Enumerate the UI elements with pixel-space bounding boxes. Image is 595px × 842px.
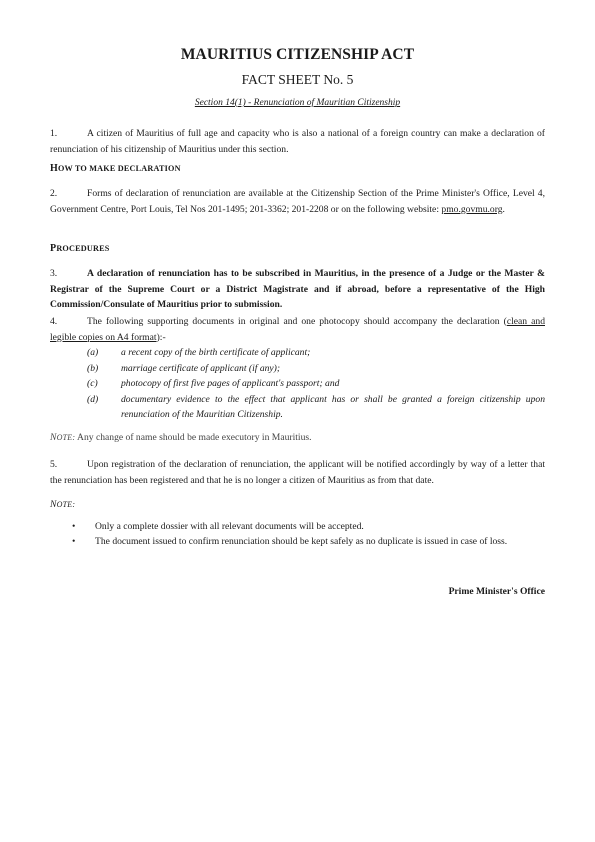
document-title: MAURITIUS CITIZENSHIP ACT	[180, 46, 415, 63]
heading-rest: OW TO MAKE DECLARATION	[57, 164, 181, 173]
heading-initial: P	[50, 243, 57, 254]
heading-rest: ROCEDURES	[56, 244, 110, 253]
paragraph-text: A citizen of Mauritius of full age and capacity who is also a national of a foreign country can make a declaration of renunciation of his citizenship of Mauritius under this section.	[50, 128, 545, 155]
bullet-text: The document issued to confirm renunciation should be kept safely as no duplicate is issued in case of loss.	[95, 535, 508, 547]
paragraph-number: 5.	[50, 459, 58, 470]
list-label: (b)	[87, 362, 99, 374]
note-label-rest: OTE:	[56, 500, 76, 509]
list-label: (c)	[87, 378, 98, 389]
fact-sheet-number: FACT SHEET No. 5	[241, 72, 354, 87]
paragraph-number: 1.	[50, 128, 58, 139]
list-item	[87, 345, 545, 361]
paragraph-2	[50, 186, 545, 217]
section-reference: Section 14(1) - Renunciation of Mauritian Citizenship	[194, 98, 401, 108]
paragraph-end: ):-	[156, 331, 166, 343]
note-text: Any change of name should be made executory in Mauritius.	[75, 432, 312, 443]
format-note: clean and legible copies on A4 format	[50, 316, 545, 343]
paragraph-text: Forms of declaration of renunciation are available at the Citizenship Section of the Prime Minister's Office, Level 4, Government Centre, Port Louis, Tel Nos 201-1495; 201-3362; 201-2208 or on the following website:	[50, 188, 545, 215]
paragraph-number: 4.	[50, 316, 58, 327]
bullet-item	[72, 535, 545, 550]
note-label-initial: N	[50, 499, 57, 510]
list-text: documentary evidence to the effect that applicant has or shall be granted a foreign citizenship upon renunciation of the Mauritian Citizenship.	[121, 393, 545, 420]
paragraph-number: 3.	[50, 268, 58, 279]
paragraph-end: .	[502, 203, 505, 215]
list-item	[87, 392, 545, 423]
heading-initial: H	[50, 163, 58, 174]
bullet-icon: •	[72, 521, 76, 532]
bullet-text: Only a complete dossier with all relevant documents will be accepted.	[95, 521, 364, 532]
paragraph-text: A declaration of renunciation has to be subscribed in Mauritius, in the presence of a Judge or the Master & Registrar of the Supreme Court or a District Magistrate and if abroad, before a representative of the High Commission/Consulate of Mauritius prior to submission.	[50, 268, 545, 310]
note-name-change	[50, 432, 312, 443]
list-text: a recent copy of the birth certificate of applicant;	[121, 347, 311, 358]
paragraph-3	[50, 266, 545, 313]
list-text: marriage certificate of applicant (if any);	[121, 362, 281, 374]
heading-procedures	[50, 243, 110, 254]
note-label-rest: OTE:	[56, 433, 76, 442]
paragraph-number: 2.	[50, 188, 58, 199]
note-label-initial: N	[50, 432, 57, 443]
paragraph-text: The following supporting documents in original and one photocopy should accompany the declaration (	[87, 316, 507, 327]
list-label: (d)	[87, 393, 99, 405]
website-link[interactable]: pmo.govmu.org	[441, 203, 503, 215]
note-label	[50, 433, 75, 442]
note-label	[50, 500, 75, 509]
paragraph-5	[50, 457, 545, 488]
paragraph-1	[50, 126, 545, 157]
list-item	[87, 376, 545, 392]
documents-list	[87, 345, 545, 423]
heading-how-to-make-declaration	[50, 163, 181, 174]
list-item	[87, 361, 545, 377]
signature-office: Prime Minister's Office	[448, 586, 545, 597]
paragraph-4	[50, 314, 545, 345]
note-heading	[50, 499, 75, 510]
paragraph-text: Upon registration of the declaration of renunciation, the applicant will be notified accordingly by way of a letter that the renunciation has been registered and that he is no longer a citizen of Mauritius as from that date.	[50, 459, 545, 486]
bullet-item	[72, 520, 545, 535]
list-text: photocopy of first five pages of applicant's passport; and	[121, 378, 340, 389]
bullet-icon: •	[72, 535, 76, 547]
notes-bullet-list	[72, 520, 545, 549]
list-label: (a)	[87, 347, 99, 358]
